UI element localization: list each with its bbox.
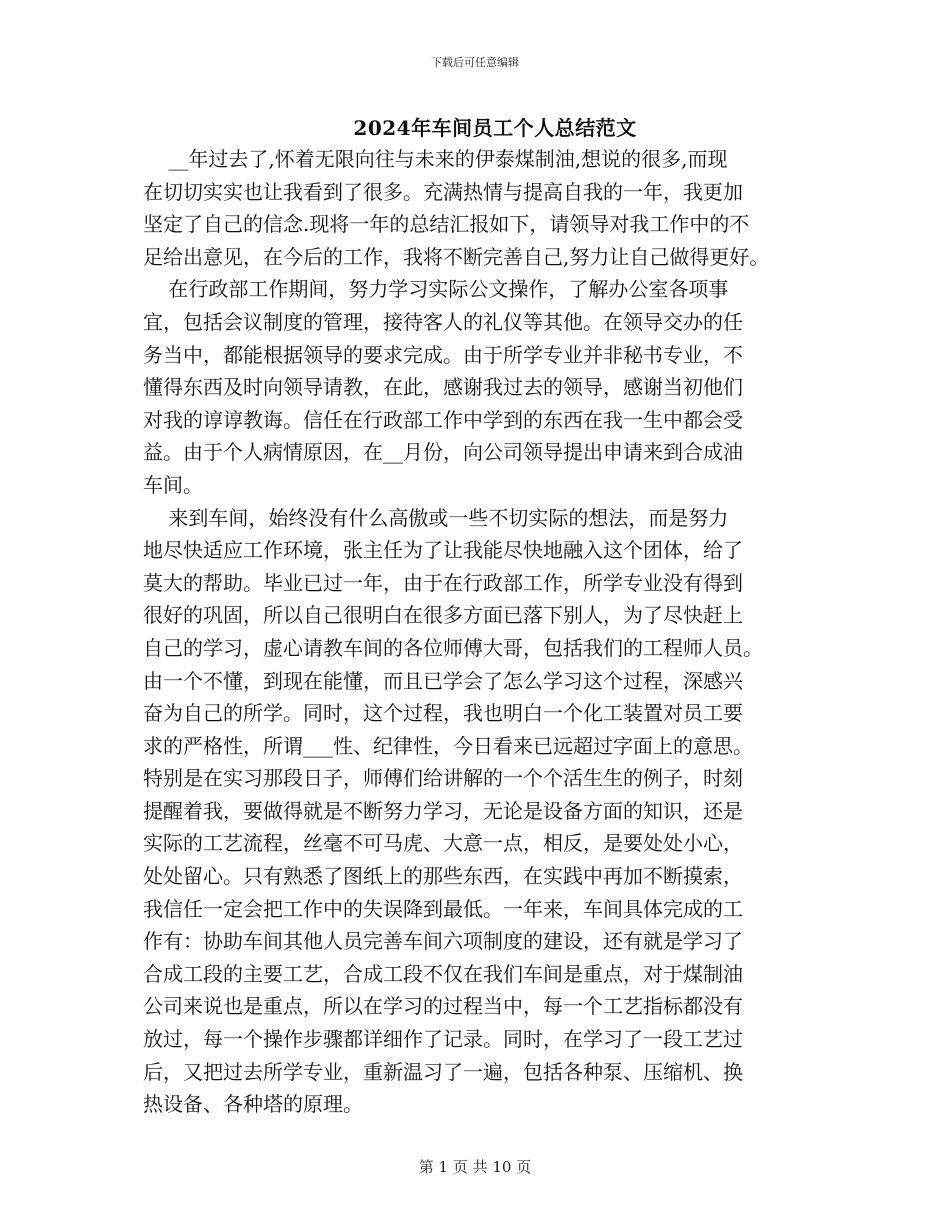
document-body — [143, 143, 823, 1121]
body-line: 特别是在实习那段日子，师傅们给讲解的一个个活生生的例子，时刻 — [143, 766, 743, 791]
body-line: 足给出意见，在今后的工作，我将不断完善自己,努力让自己做得更好。 — [143, 244, 770, 269]
body-line: 自己的学习，虚心请教车间的各位师傅大哥，包括我们的工程师人员。 — [143, 635, 763, 660]
body-line: __年过去了,怀着无限向往与未来的伊泰煤制油,想说的很多,而现 — [143, 147, 728, 171]
body-line: 来到车间，始终没有什么高傲或一些不切实际的想法，而是努力 — [143, 505, 729, 530]
body-line: 在切切实实也让我看到了很多。充满热情与提高自我的一年，我更加 — [143, 179, 743, 204]
body-line: 实际的工艺流程，丝毫不可马虎、大意一点，相反，是要处处小心， — [143, 831, 743, 856]
body-line: 务当中，都能根据领导的要求完成。由于所学专业并非秘书专业，不 — [143, 342, 743, 367]
body-line: 合成工段的主要工艺，合成工段不仅在我们车间是重点，对于煤制油 — [143, 961, 743, 986]
body-line: 由一个不懂，到现在能懂，而且已学会了怎么学习这个过程，深感兴 — [143, 668, 743, 693]
body-line: 我信任一定会把工作中的失误降到最低。一年来，车间具体完成的工 — [143, 896, 743, 921]
body-line: 奋为自己的所学。同时，这个过程，我也明白一个化工装置对员工要 — [143, 701, 743, 726]
body-line: 莫大的帮助。毕业已过一年，由于在行政部工作，所学专业没有得到 — [143, 570, 743, 595]
body-line: 求的严格性，所谓___性、纪律性，今日看来已远超过字面上的意思。 — [143, 733, 753, 758]
body-line: 在行政部工作期间，努力学习实际公文操作，了解办公室各项事 — [143, 277, 729, 302]
body-line: 作有：协助车间其他人员完善车间六项制度的建设，还有就是学习了 — [143, 929, 743, 954]
body-line: 很好的巩固，所以自己很明白在很多方面已落下别人，为了尽快赶上 — [143, 603, 743, 628]
page-number-footer: 第 1 页 共 10 页 — [418, 1158, 532, 1176]
body-line: 放过，每一个操作步骤都详细作了记录。同时，在学习了一段工艺过 — [143, 1027, 743, 1052]
body-line: 对我的谆谆教诲。信任在行政部工作中学到的东西在我一生中都会受 — [143, 407, 743, 432]
body-line: 地尽快适应工作环境，张主任为了让我能尽快地融入这个团体，给了 — [143, 538, 743, 563]
body-line: 热设备、各种塔的原理。 — [143, 1092, 363, 1117]
page-header-note: 下载后可任意编辑 — [431, 56, 519, 69]
body-line: 公司来说也是重点，所以在学习的过程当中，每一个工艺指标都没有 — [143, 994, 743, 1019]
body-line: 坚定了自己的信念.现将一年的总结汇报如下，请领导对我工作中的不 — [143, 212, 750, 237]
document-title: 2024年车间员工个人总结范文 — [353, 116, 637, 140]
body-line: 益。由于个人病情原因，在__月份，向公司领导提出申请来到合成油 — [143, 440, 743, 465]
body-line: 处处留心。只有熟悉了图纸上的那些东西，在实践中再加不断摸索， — [143, 864, 743, 889]
body-line: 车间。 — [143, 472, 203, 497]
body-line: 提醒着我，要做得就是不断努力学习，无论是设备方面的知识，还是 — [143, 798, 743, 823]
body-line: 后，又把过去所学专业，重新温习了一遍，包括各种泵、压缩机、换 — [143, 1059, 743, 1084]
body-line: 懂得东西及时向领导请教，在此，感谢我过去的领导，感谢当初他们 — [143, 375, 743, 400]
body-line: 宜，包括会议制度的管理，接待客人的礼仪等其他。在领导交办的任 — [143, 309, 743, 334]
